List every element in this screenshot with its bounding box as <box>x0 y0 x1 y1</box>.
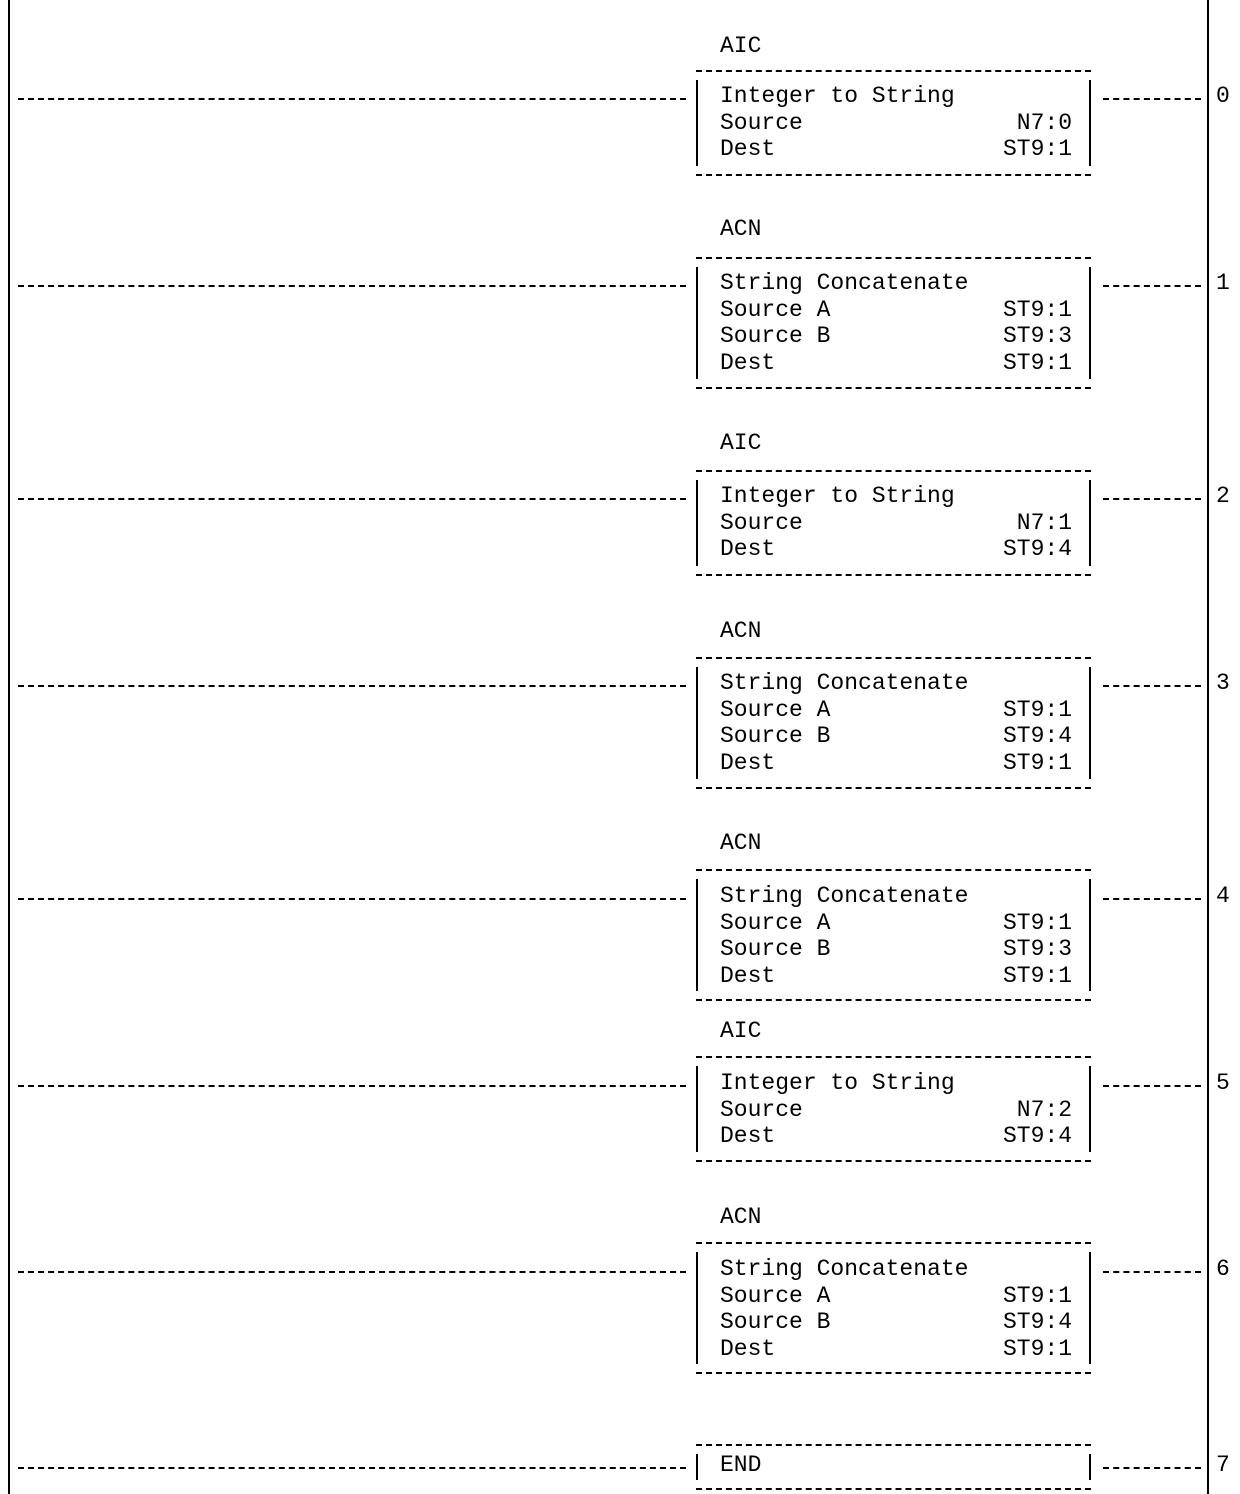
rung-wire-left <box>18 98 686 100</box>
block-bottom-border <box>696 999 1091 1001</box>
rung-wire-left <box>18 1271 686 1273</box>
parameter-row <box>720 723 1072 749</box>
rung-number: 6 <box>1216 1256 1230 1282</box>
parameter-label: Source A <box>720 909 831 936</box>
parameter-value: ST9:1 <box>1002 1282 1072 1309</box>
block-bottom-border <box>696 787 1091 789</box>
instruction-mnemonic: ACN <box>720 1204 762 1230</box>
parameter-value: ST9:1 <box>1002 909 1072 936</box>
block-bottom-border <box>696 1372 1091 1374</box>
block-top-border <box>696 1444 1091 1446</box>
parameter-label: Source A <box>720 696 831 723</box>
rung-wire-left <box>18 898 686 900</box>
parameter-value: N7:2 <box>1016 1096 1072 1123</box>
parameter-label: Source A <box>720 1282 831 1309</box>
parameter-row <box>720 323 1072 349</box>
parameter-row <box>720 750 1072 776</box>
instruction-mnemonic: AIC <box>720 430 762 456</box>
parameter-value: ST9:1 <box>1002 296 1072 323</box>
block-bottom-border <box>696 1160 1091 1162</box>
right-power-rail <box>1207 0 1209 1494</box>
rung-wire-left <box>18 498 686 500</box>
parameter-row <box>720 1309 1072 1335</box>
parameter-label: Dest <box>720 536 776 562</box>
block-top-border <box>696 257 1091 259</box>
parameter-value: ST9:1 <box>1002 962 1072 989</box>
rung-wire-right <box>1103 285 1201 287</box>
parameter-value: ST9:4 <box>1002 536 1072 562</box>
parameter-label: Dest <box>720 1335 776 1362</box>
parameter-value: ST9:4 <box>1002 1309 1072 1335</box>
block-top-border <box>696 869 1091 871</box>
parameter-row <box>720 1283 1072 1309</box>
instruction-mnemonic: ACN <box>720 618 762 644</box>
parameter-row <box>720 297 1072 323</box>
instruction-title: END <box>720 1452 762 1478</box>
instruction-title: String Concatenate <box>720 670 969 696</box>
parameter-label: Source <box>720 109 803 136</box>
parameter-value: ST9:1 <box>1002 749 1072 776</box>
block-bottom-border <box>696 174 1091 176</box>
parameter-label: Dest <box>720 1123 776 1149</box>
parameter-value: ST9:3 <box>1002 936 1072 962</box>
block-top-border <box>696 1056 1091 1058</box>
rung-number: 5 <box>1216 1070 1230 1096</box>
parameter-label: Dest <box>720 349 776 376</box>
parameter-row <box>720 1123 1072 1149</box>
parameter-label: Dest <box>720 962 776 989</box>
parameter-row <box>720 136 1072 162</box>
rung-number: 3 <box>1216 670 1230 696</box>
parameter-row <box>720 1097 1072 1123</box>
block-bottom-border <box>696 1488 1091 1490</box>
parameter-row <box>720 936 1072 962</box>
instruction-mnemonic: AIC <box>720 1018 762 1044</box>
parameter-value: ST9:4 <box>1002 723 1072 749</box>
rung-number: 2 <box>1216 483 1230 509</box>
parameter-value: ST9:1 <box>1002 1335 1072 1362</box>
parameter-label: Dest <box>720 749 776 776</box>
parameter-row <box>720 350 1072 376</box>
rung-number: 1 <box>1216 270 1230 296</box>
parameter-value: ST9:1 <box>1002 349 1072 376</box>
instruction-title: Integer to String <box>720 83 955 109</box>
parameter-row <box>720 963 1072 989</box>
block-top-border <box>696 657 1091 659</box>
rung-number: 7 <box>1216 1452 1230 1478</box>
rung-wire-right <box>1103 1271 1201 1273</box>
parameter-row <box>720 697 1072 723</box>
instruction-title: String Concatenate <box>720 270 969 296</box>
parameter-value: N7:0 <box>1016 109 1072 136</box>
instruction-mnemonic: AIC <box>720 33 762 59</box>
rung-wire-left <box>18 1467 686 1469</box>
parameter-row <box>720 910 1072 936</box>
parameter-label: Source <box>720 1096 803 1123</box>
block-bottom-border <box>696 387 1091 389</box>
parameter-label: Source A <box>720 296 831 323</box>
rung-wire-right <box>1103 498 1201 500</box>
rung-wire-right <box>1103 685 1201 687</box>
parameter-label: Dest <box>720 136 776 162</box>
rung-wire-left <box>18 285 686 287</box>
block-top-border <box>696 1242 1091 1244</box>
instruction-mnemonic: ACN <box>720 216 762 242</box>
parameter-row <box>720 536 1072 562</box>
parameter-row <box>720 110 1072 136</box>
block-top-border <box>696 70 1091 72</box>
rung-wire-left <box>18 685 686 687</box>
parameter-row <box>720 510 1072 536</box>
parameter-value: ST9:1 <box>1002 136 1072 162</box>
parameter-label: Source B <box>720 323 831 349</box>
parameter-label: Source B <box>720 1309 831 1335</box>
rung-wire-right <box>1103 98 1201 100</box>
rung-number: 4 <box>1216 883 1230 909</box>
block-bottom-border <box>696 574 1091 576</box>
instruction-title: Integer to String <box>720 483 955 509</box>
instruction-mnemonic: ACN <box>720 830 762 856</box>
rung-wire-right <box>1103 1085 1201 1087</box>
parameter-row <box>720 1336 1072 1362</box>
instruction-title: String Concatenate <box>720 1256 969 1282</box>
rung-wire-left <box>18 1085 686 1087</box>
parameter-label: Source B <box>720 723 831 749</box>
instruction-title: String Concatenate <box>720 883 969 909</box>
parameter-value: ST9:1 <box>1002 696 1072 723</box>
parameter-label: Source B <box>720 936 831 962</box>
rung-number: 0 <box>1216 83 1230 109</box>
parameter-value: N7:1 <box>1016 509 1072 536</box>
rung-wire-right <box>1103 1467 1201 1469</box>
rung-wire-right <box>1103 898 1201 900</box>
parameter-value: ST9:3 <box>1002 323 1072 349</box>
instruction-title: Integer to String <box>720 1070 955 1096</box>
parameter-value: ST9:4 <box>1002 1123 1072 1149</box>
parameter-label: Source <box>720 509 803 536</box>
left-power-rail <box>8 0 10 1494</box>
block-top-border <box>696 470 1091 472</box>
